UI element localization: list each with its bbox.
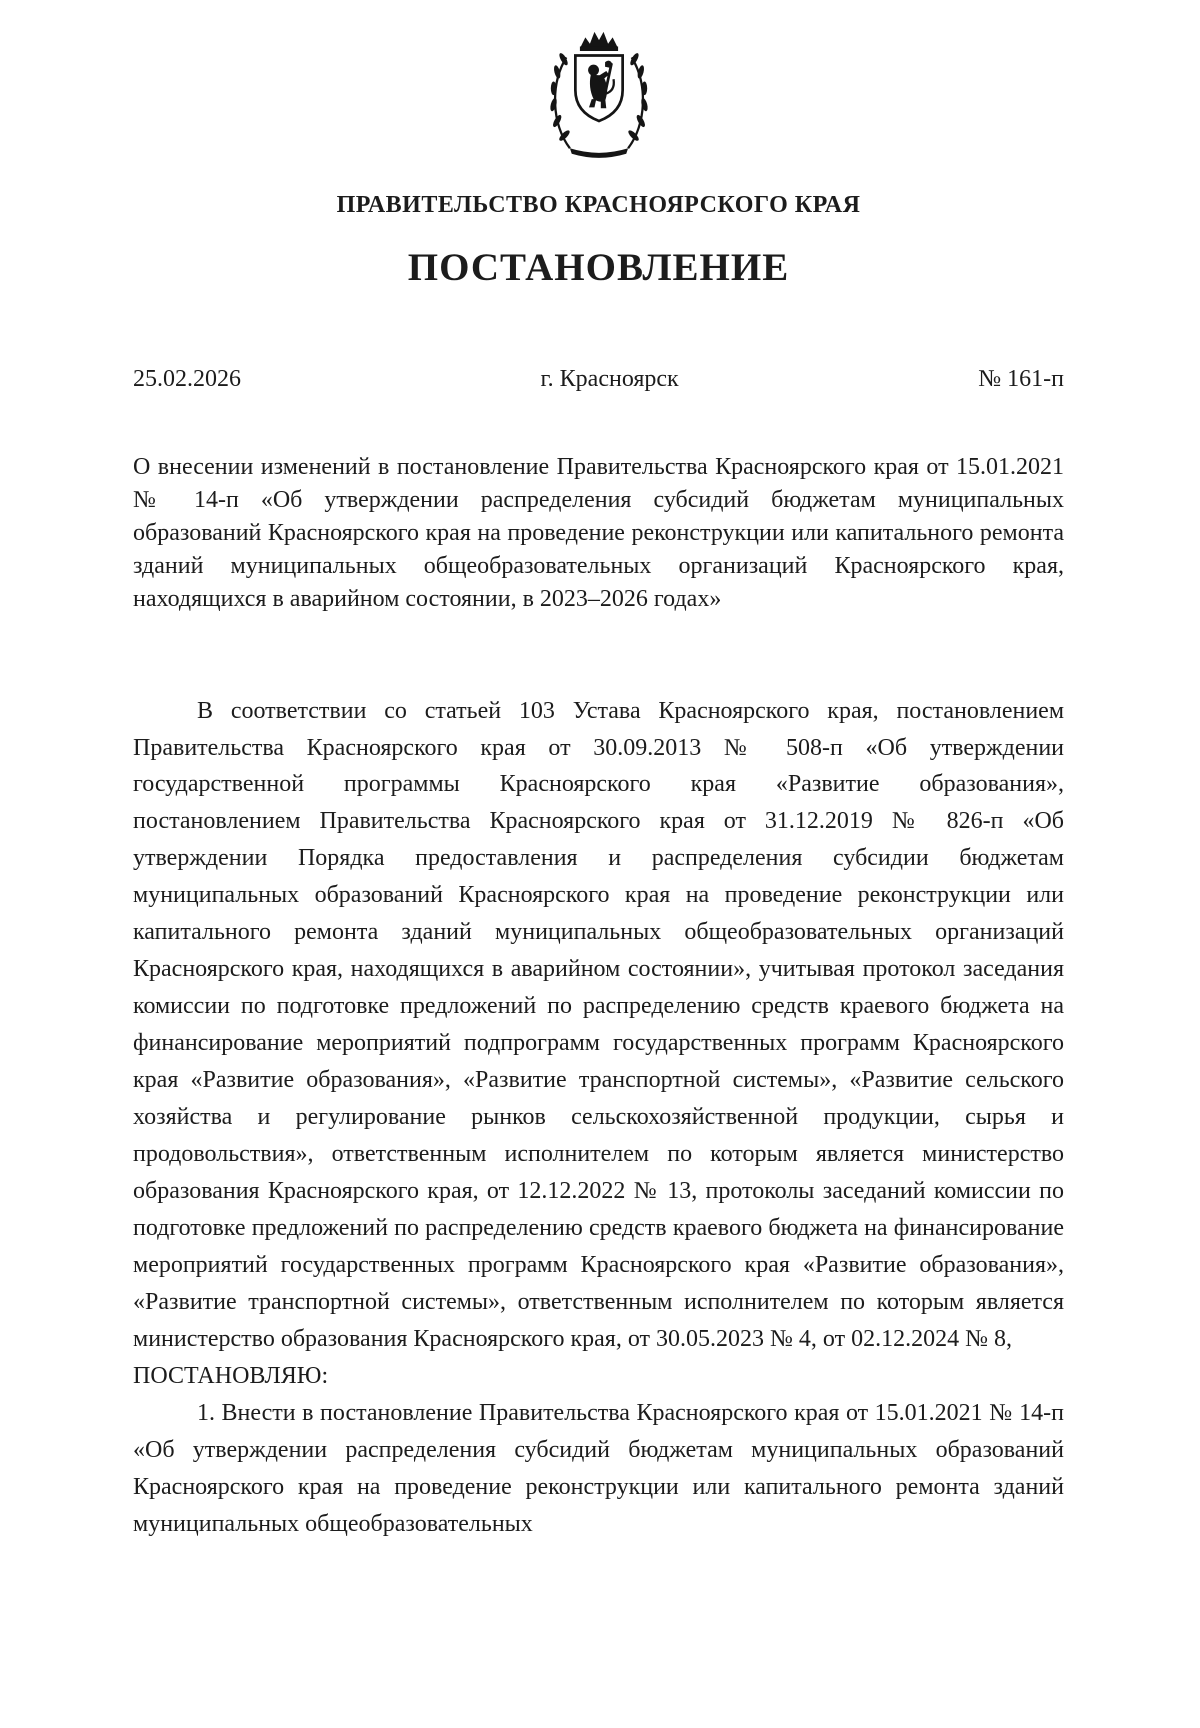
authority-name: ПРАВИТЕЛЬСТВО КРАСНОЯРСКОГО КРАЯ [336,192,861,218]
body-paragraph-item-1: 1. Внести в постановление Правительства Красноярского края от 15.01.2021 № 14-п «Об утверждении распределения субсидий бюджетам муниципальных образований Красноярского края на проведение реконструкции или капитального ремонта зданий муниципальных общеобразовательных [133,1399,1064,1537]
document-body [133,693,1064,1543]
document-place: г. Красноярск [540,366,679,392]
body-paragraph-preamble: В соответствии со статьей 103 Устава Красноярского края, постановлением Правительства Красноярского края от 30.09.2013 № 508-п «Об утверждении государственной программы Красноярского края «Развитие образования», постановлением Правительства Красноярского края от 31.12.2019 № 826-п «Об утверждении Порядка предоставления и распределения субсидии бюджетам муниципальных образований Красноярского края на проведение реконструкции или капитального ремонта зданий муниципальных общеобразовательных организаций Красноярского края, находящихся в аварийном состоянии», учитывая протокол заседания комиссии по подготовке предложений по распределению средств краевого бюджета на финансирование мероприятий подпрограмм государственных программ Красноярского края «Развитие образования», «Развитие транспортной системы», «Развитие сельского хозяйства и регулирование рынков сельскохозяйственной продукции, сырья и продовольствия», ответственным исполнителем по которым является министерство образования Красноярского края, от 12.12.2022 № 13, протоколы заседаний комиссии по подготовке предложений по распределению средств краевого бюджета на финансирование мероприятий государственных программ Красноярского края «Развитие образования», «Развитие транспортной системы», ответственным исполнителем по которым является министерство образования Красноярского края, от 30.05.2023 № 4, от 02.12.2024 № 8, [133,697,1064,1352]
document-number: № 161-п [978,366,1064,392]
document-date: 25.02.2026 [133,366,241,392]
krasnoyarsk-krai-coat-of-arms-icon [539,22,659,160]
document-meta-row [133,366,1064,393]
document-subject: О внесении изменений в постановление Правительства Красноярского края от 15.01.2021 № 14-п «Об утверждении распределения субсидий бюджетам муниципальных образований Красноярского края на проведение реконструкции или капитального ремонта зданий муниципальных общеобразовательных организаций Красноярского края, находящихся в аварийном состоянии, в 2023–2026 годах» [133,454,1064,613]
resolution-word: ПОСТАНОВЛЯЮ: [133,1362,329,1389]
document-type-title: ПОСТАНОВЛЕНИЕ [407,246,790,289]
